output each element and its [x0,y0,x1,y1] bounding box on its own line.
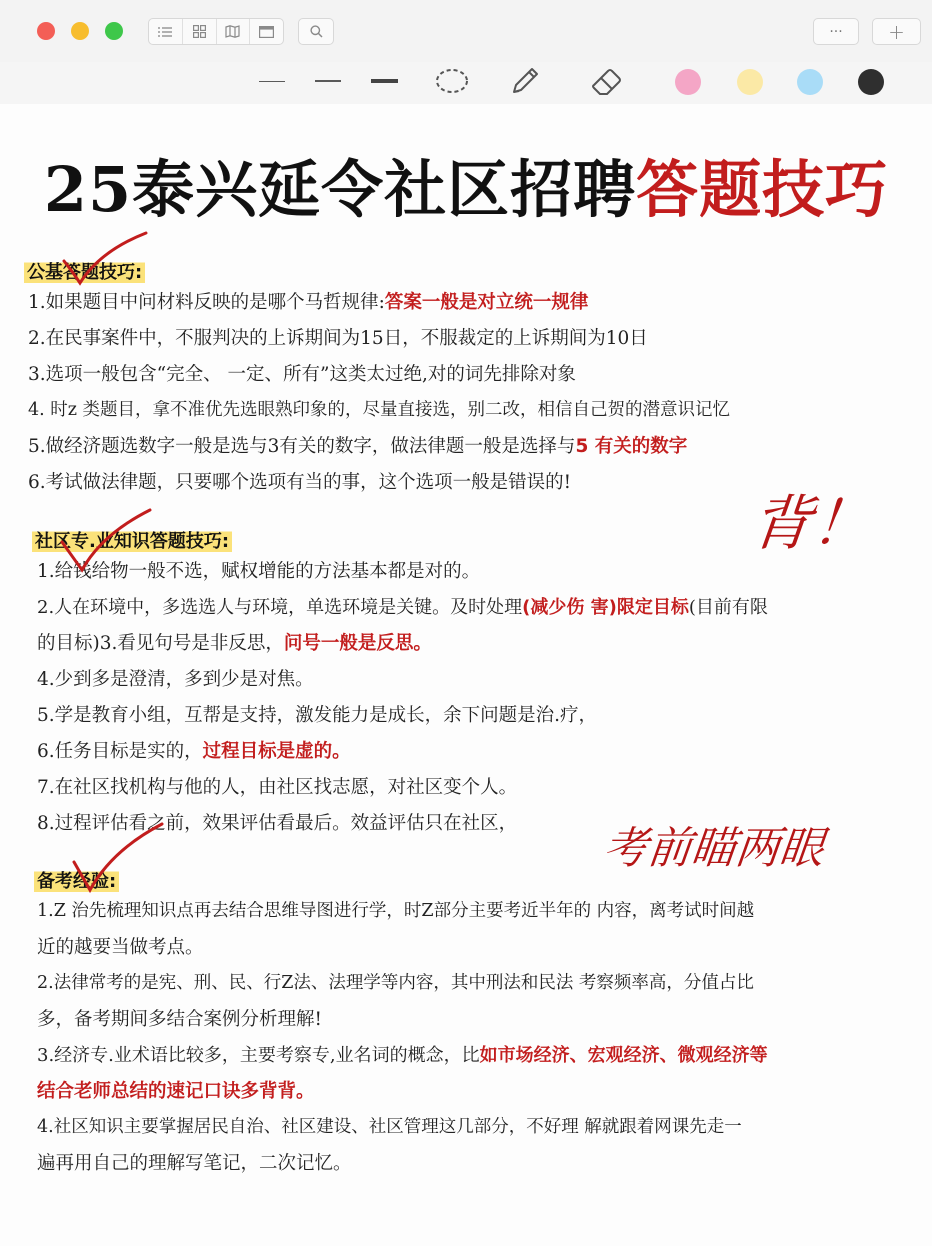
grid-view-button[interactable] [183,19,217,44]
section1-line-4: 4. 时z 类题目，拿不准优先选眼熟印象的，尽量直接选，别二改，相信自己贺的潜意识记忆 [28,400,731,420]
section2-line-5: 5.学是教育小组，互帮是支持，激发能力是成长，余下问题是治.疗， [37,705,598,726]
page-title [0,140,932,229]
section2-line-7: 7.在社区找机构与他的人，由社区找志愿，对社区变个人。 [37,777,518,798]
section1-heading: 公基答题技巧: [24,257,145,285]
section3-line-5: 3.经济专.业术语比较多，主要考察专,业名词的概念，比如市场经济、宏观经济、微观经济等 [37,1045,768,1066]
window-titlebar [0,0,932,62]
medium-stroke-tool[interactable] [315,80,341,82]
section3-line-3: 2.法律常考的是宪、刑、民、行Z法、法理学等内容，其中刑法和民法 考察频率高，分值占比 [37,973,754,993]
panel-view-button[interactable] [250,19,283,44]
drawing-toolbar [0,62,932,104]
search-button[interactable] [298,18,334,45]
panel-icon [259,26,274,38]
black-color-swatch[interactable] [858,69,884,95]
section3-line-1: 1.Z 治先梳理知识点再去结合思维导图进行学，时Z部分主要考近半年的 内容，离考试时间越 [37,901,755,921]
map-icon [225,25,240,38]
eraser-icon[interactable] [589,64,625,98]
minimize-window-button[interactable] [71,22,89,40]
check-mark-3 [70,820,166,896]
thin-stroke-tool[interactable] [259,81,285,82]
pink-color-swatch[interactable] [675,69,701,95]
section2-line-1: 1.给钱给物一般不选，赋权增能的方法基本都是对的。 [37,561,481,582]
section3-heading: 备考经验: [34,866,119,894]
thick-stroke-tool[interactable] [371,79,398,83]
map-view-button[interactable] [217,19,251,44]
section3-line-7: 4.社区知识主要掌握居民自治、社区建设、社区管理这几部分，不好理 解就跟着网课先走一 [37,1117,742,1137]
search-icon [310,25,323,38]
section2-line-6: 6.任务目标是实的，过程目标是虚的。 [37,741,351,762]
section3-line-6: 结合老师总结的速记口诀多背背。 [37,1081,315,1102]
handwritten-note-bei: 背！ [747,489,876,559]
section3-line-2: 近的越要当做考点。 [37,937,204,958]
add-page-button[interactable]: + [872,18,921,45]
section3-line-4: 多，备考期间多结合案例分析理解! [37,1009,322,1030]
section1-line-2: 2.在民事案件中，不服判决的上诉期间为15日，不服裁定的上诉期间为10日 [28,328,648,349]
zoom-window-button[interactable] [105,22,123,40]
pencil-icon[interactable] [508,64,542,98]
close-window-button[interactable] [37,22,55,40]
title-black: 25泰兴延令社区招聘 [43,153,637,226]
list-icon [158,26,172,38]
section3-line-8: 遍再用自己的理解写笔记，二次记忆。 [37,1153,352,1174]
section1-line-3: 3.选项一般包含“完全、 一定、所有”这类太过绝,对的词先排除对象 [28,364,576,385]
section2-line-2: 2.人在环境中，多选选人与环境，单选环境是关键。及时处理(减少伤 害)限定目标(目前有限 [37,597,768,618]
section1-line-1: 1.如果题目中问材料反映的是哪个马哲规律:答案一般是对立统一规律 [28,292,589,313]
section1-line-5: 5.做经济题选数字一般是选与3有关的数字，做法律题一般是选择与5 有关的数字 [28,436,688,457]
handwritten-note-review: 考前瞄两眼 [600,823,827,874]
check-mark-2 [58,506,154,576]
blue-color-swatch[interactable] [797,69,823,95]
more-button[interactable]: ··· [813,18,859,45]
lasso-icon[interactable] [435,68,469,94]
list-view-button[interactable] [149,19,183,44]
yellow-color-swatch[interactable] [737,69,763,95]
check-mark-1 [60,229,150,289]
note-page[interactable] [0,104,932,1246]
section1-line-6: 6.考试做法律题，只要哪个选项有当的事，这个选项一般是错误的! [28,472,572,493]
view-mode-segmented-control [148,18,284,45]
section2-heading: 社区专.业知识答题技巧: [32,526,232,554]
title-red: 答题技巧 [636,153,889,226]
section2-line-3: 的目标)3.看见句号是非反思，问号一般是反思。 [37,633,432,654]
section2-line-8: 8.过程评估看之前，效果评估看最后。效益评估只在社区， [37,813,518,834]
grid-icon [193,25,206,38]
section2-line-4: 4.少到多是澄清，多到少是对焦。 [37,669,314,690]
